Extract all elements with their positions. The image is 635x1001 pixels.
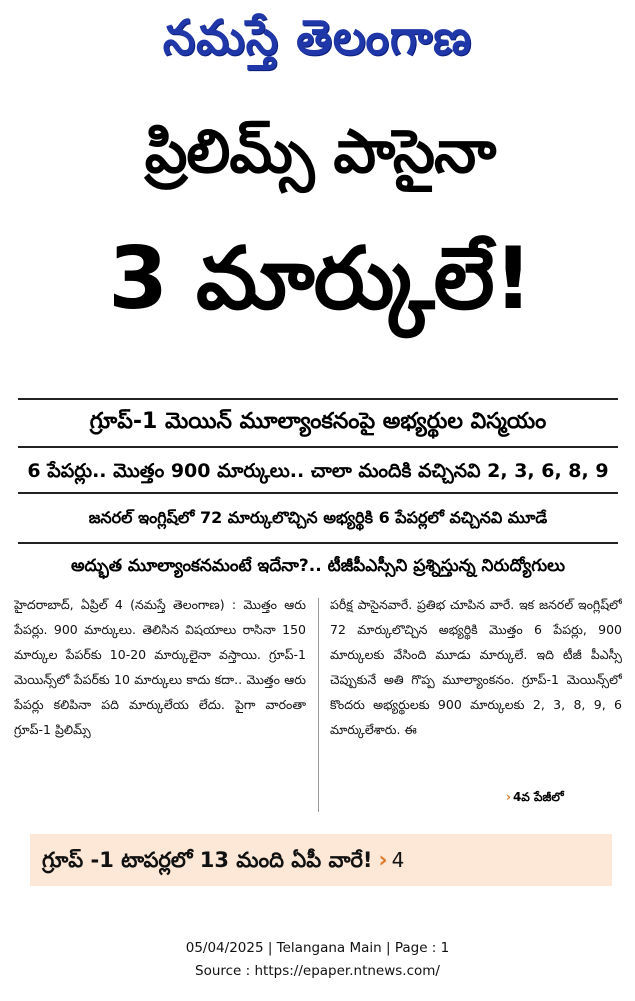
headline-line-2: 3 మార్కులే! bbox=[108, 229, 532, 329]
headline-line-1: ప్రిలిమ్స్ పాసైనా bbox=[144, 117, 496, 187]
footer-source: Source : https://epaper.ntnews.com/ bbox=[195, 963, 440, 979]
chevron-right-icon: › bbox=[378, 848, 388, 873]
subheadline-3: జనరల్ ఇంగ్లిష్‌లో 72 మార్కులొచ్చిన అభ్యర్థికి 6 పేపర్లలో వచ్చినవి మూడే bbox=[88, 508, 548, 527]
divider bbox=[18, 492, 618, 494]
masthead-logo: నమస్తే తెలంగాణ bbox=[162, 8, 473, 66]
chevron-right-icon: › bbox=[506, 790, 511, 804]
masthead bbox=[0, 4, 635, 72]
article-column-right: పరీక్ష పాసైనవారే. ప్రతిభ చూపిన వారే. ఇక జనరల్ ఇంగ్లిష్‌లో 72 మార్కులొచ్చిన అభ్యర్థికి మొత్తం 6 పేపర్లు, 900 మార్కులకు వేసింది మూడు మార్కులే. ఇది టీజీ పీఎస్సీ చెప్పుకునే అతి గొప్ప మూల్యాంకనం. గ్రూప్-1 మెయిన్స్‌లో కొందరు అభ్యర్థులకు 900 మార్కులకు 2, 3, 8, 9, 6 మార్కులేశారు. ఈ bbox=[330, 597, 622, 737]
continued-text: 4వ పేజీలో bbox=[512, 790, 564, 804]
divider bbox=[18, 398, 618, 400]
related-story-box[interactable] bbox=[30, 834, 612, 886]
related-story-page: 4 bbox=[391, 848, 405, 872]
subheadline-1: గ్రూప్-1 మెయిన్ మూల్యాంకనంపై అభ్యర్థుల విస్మయం bbox=[89, 409, 547, 434]
divider bbox=[18, 542, 618, 544]
footer-edition-info: 05/04/2025 | Telangana Main | Page : 1 bbox=[185, 940, 450, 956]
continued-label bbox=[506, 790, 564, 807]
subheadline-4: అద్భుత మూల్యాంకనమంటే ఇదేనా?.. టీజీపీఎస్సీని ప్రశ్నిస్తున్న నిరుద్యోగులు bbox=[70, 556, 566, 576]
related-story-title: గ్రూప్ -1 టాపర్లలో 13 మంది ఏపీ వారే! bbox=[42, 848, 373, 872]
divider bbox=[18, 446, 618, 448]
article-column-left: హైదరాబాద్, ఏప్రిల్ 4 (నమస్తే తెలంగాణ) : మొత్తం ఆరు పేపర్లు. 900 మార్కులు. తెలిసిన విషయాలు రాసినా 150 మార్కుల పేపర్‌కు 10-20 మార్కులైనా వస్తాయి. గ్రూప్-1 మెయిన్స్‌లో పేపర్‌కు 10 మార్కులు కాదు కదా.. మొత్తం ఆరు పేపర్లు కలిపినా పది మార్కులేయ లేదు. పైగా వారంతా గ్రూప్-1 ప్రిలిమ్స్ bbox=[14, 597, 306, 737]
subheadline-2: 6 పేపర్లు.. మొత్తం 900 మార్కులు.. చాలా మందికి వచ్చినవి 2, 3, 6, 8, 9 bbox=[27, 460, 609, 482]
column-divider bbox=[318, 598, 319, 812]
main-headline bbox=[20, 92, 620, 338]
